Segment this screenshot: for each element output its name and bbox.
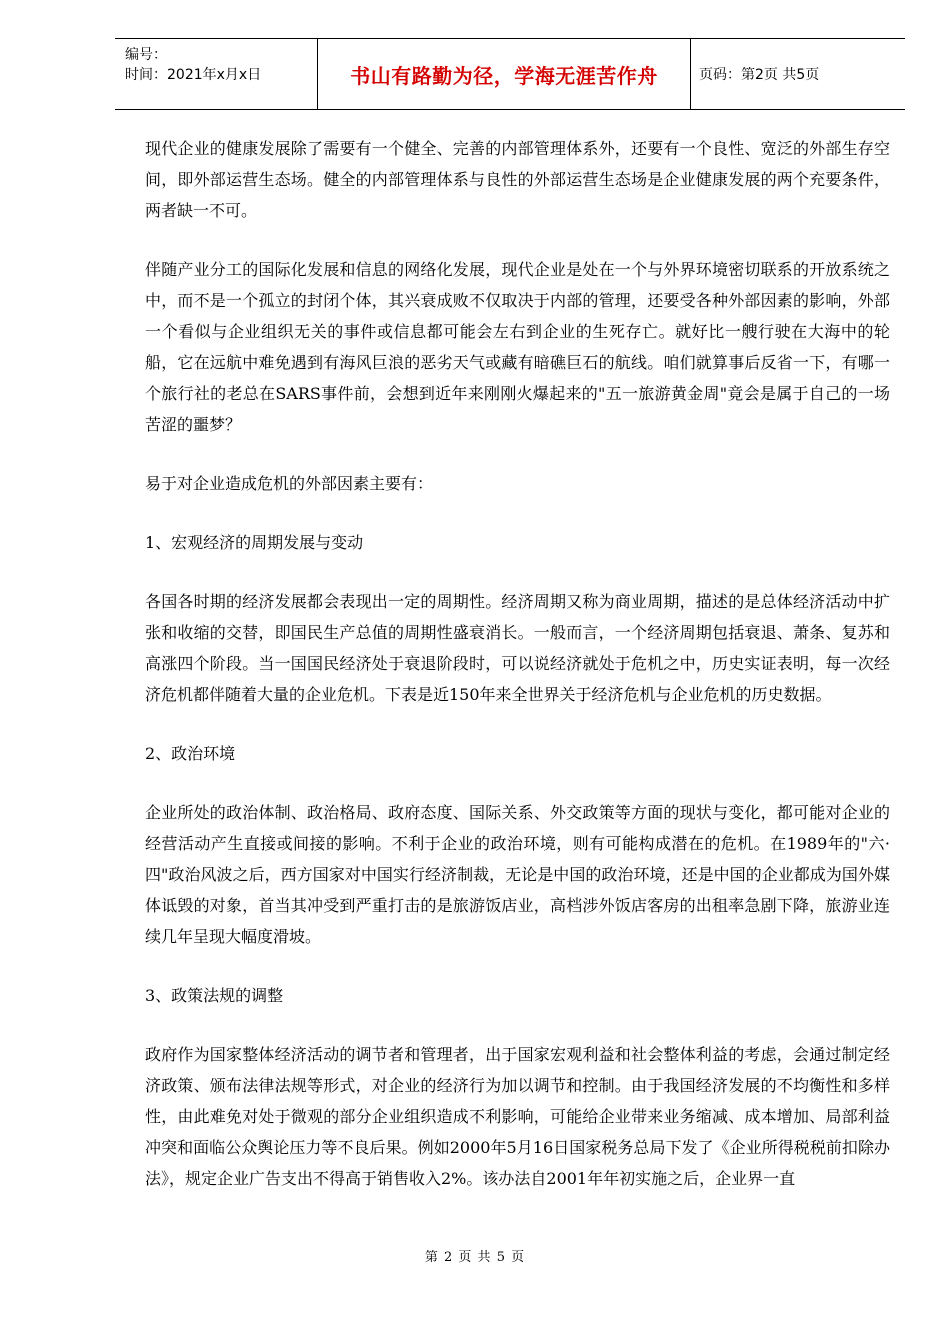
document-number: 编号： (125, 47, 167, 63)
header-motto: 书山有路勤为径，学海无涯苦作舟 (317, 39, 691, 109)
section-heading: 3、政策法规的调整 (145, 986, 284, 1005)
document-header (115, 38, 905, 110)
header-page-number: 页码：第2页 共5页 (699, 67, 820, 83)
document-body (145, 133, 890, 1222)
paragraph: 现代企业的健康发展除了需要有一个健全、完善的内部管理体系外，还要有一个良性、宽泛的外部生存空间，即外部运营生态场。健全的内部管理体系与良性的外部运营生态场是企业健康发展的两个充要条件，两者缺一不可。 (145, 139, 890, 220)
document-time: 时间：2021年x月x日 (125, 67, 262, 83)
section-heading: 2、政治环境 (145, 744, 236, 763)
paragraph: 伴随产业分工的国际化发展和信息的网络化发展，现代企业是处在一个与外界环境密切联系的开放系统之中，而不是一个孤立的封闭个体，其兴衰成败不仅取决于内部的管理，还要受各种外部因素的影响，外部一个看似与企业组织无关的事件或信息都可能会左右到企业的生死存亡。就好比一艘行驶在大海中的轮船，它在远航中难免遇到有海风巨浪的恶劣天气或藏有暗礁巨石的航线。咱们就算事后反省一下，有哪一个旅行社的老总在SARS事件前，会想到近年来刚刚火爆起来的"五一旅游黄金周"竟会是属于自己的一场苦涩的噩梦？ (145, 260, 890, 434)
section-heading: 1、宏观经济的周期发展与变动 (145, 533, 364, 552)
paragraph: 易于对企业造成危机的外部因素主要有： (145, 474, 434, 493)
page-footer: 第 2 页 共 5 页 (424, 1250, 526, 1265)
paragraph: 企业所处的政治体制、政治格局、政府态度、国际关系、外交政策等方面的现状与变化，都可能对企业的经营活动产生直接或间接的影响。不利于企业的政治环境，则有可能构成潜在的危机。在1989年的"六·四"政治风波之后，西方国家对中国实行经济制裁，无论是中国的政治环境，还是中国的企业都成为国外媒体诋毁的对象，首当其冲受到严重打击的是旅游饭店业，高档涉外饭店客房的出租率急剧下降，旅游业连续几年呈现大幅度滑坡。 (145, 803, 890, 946)
paragraph: 各国各时期的经济发展都会表现出一定的周期性。经济周期又称为商业周期，描述的是总体经济活动中扩张和收缩的交替，即国民生产总值的周期性盛衰消长。一般而言，一个经济周期包括衰退、萧条、复苏和高涨四个阶段。当一国国民经济处于衰退阶段时，可以说经济就处于危机之中，历史实证表明，每一次经济危机都伴随着大量的企业危机。下表是近150年来全世界关于经济危机与企业危机的历史数据。 (145, 592, 890, 704)
header-meta (115, 39, 317, 109)
paragraph: 政府作为国家整体经济活动的调节者和管理者，出于国家宏观利益和社会整体利益的考虑，会通过制定经济政策、颁布法律法规等形式，对企业的经济行为加以调节和控制。由于我国经济发展的不均衡性和多样性，由此难免对处于微观的部分企业组织造成不利影响，可能给企业带来业务缩减、成本增加、局部利益冲突和面临公众舆论压力等不良后果。例如2000年5月16日国家税务总局下发了《企业所得税税前扣除办法》，规定企业广告支出不得高于销售收入2%。该办法自2001年年初实施之后，企业界一直 (145, 1045, 890, 1188)
